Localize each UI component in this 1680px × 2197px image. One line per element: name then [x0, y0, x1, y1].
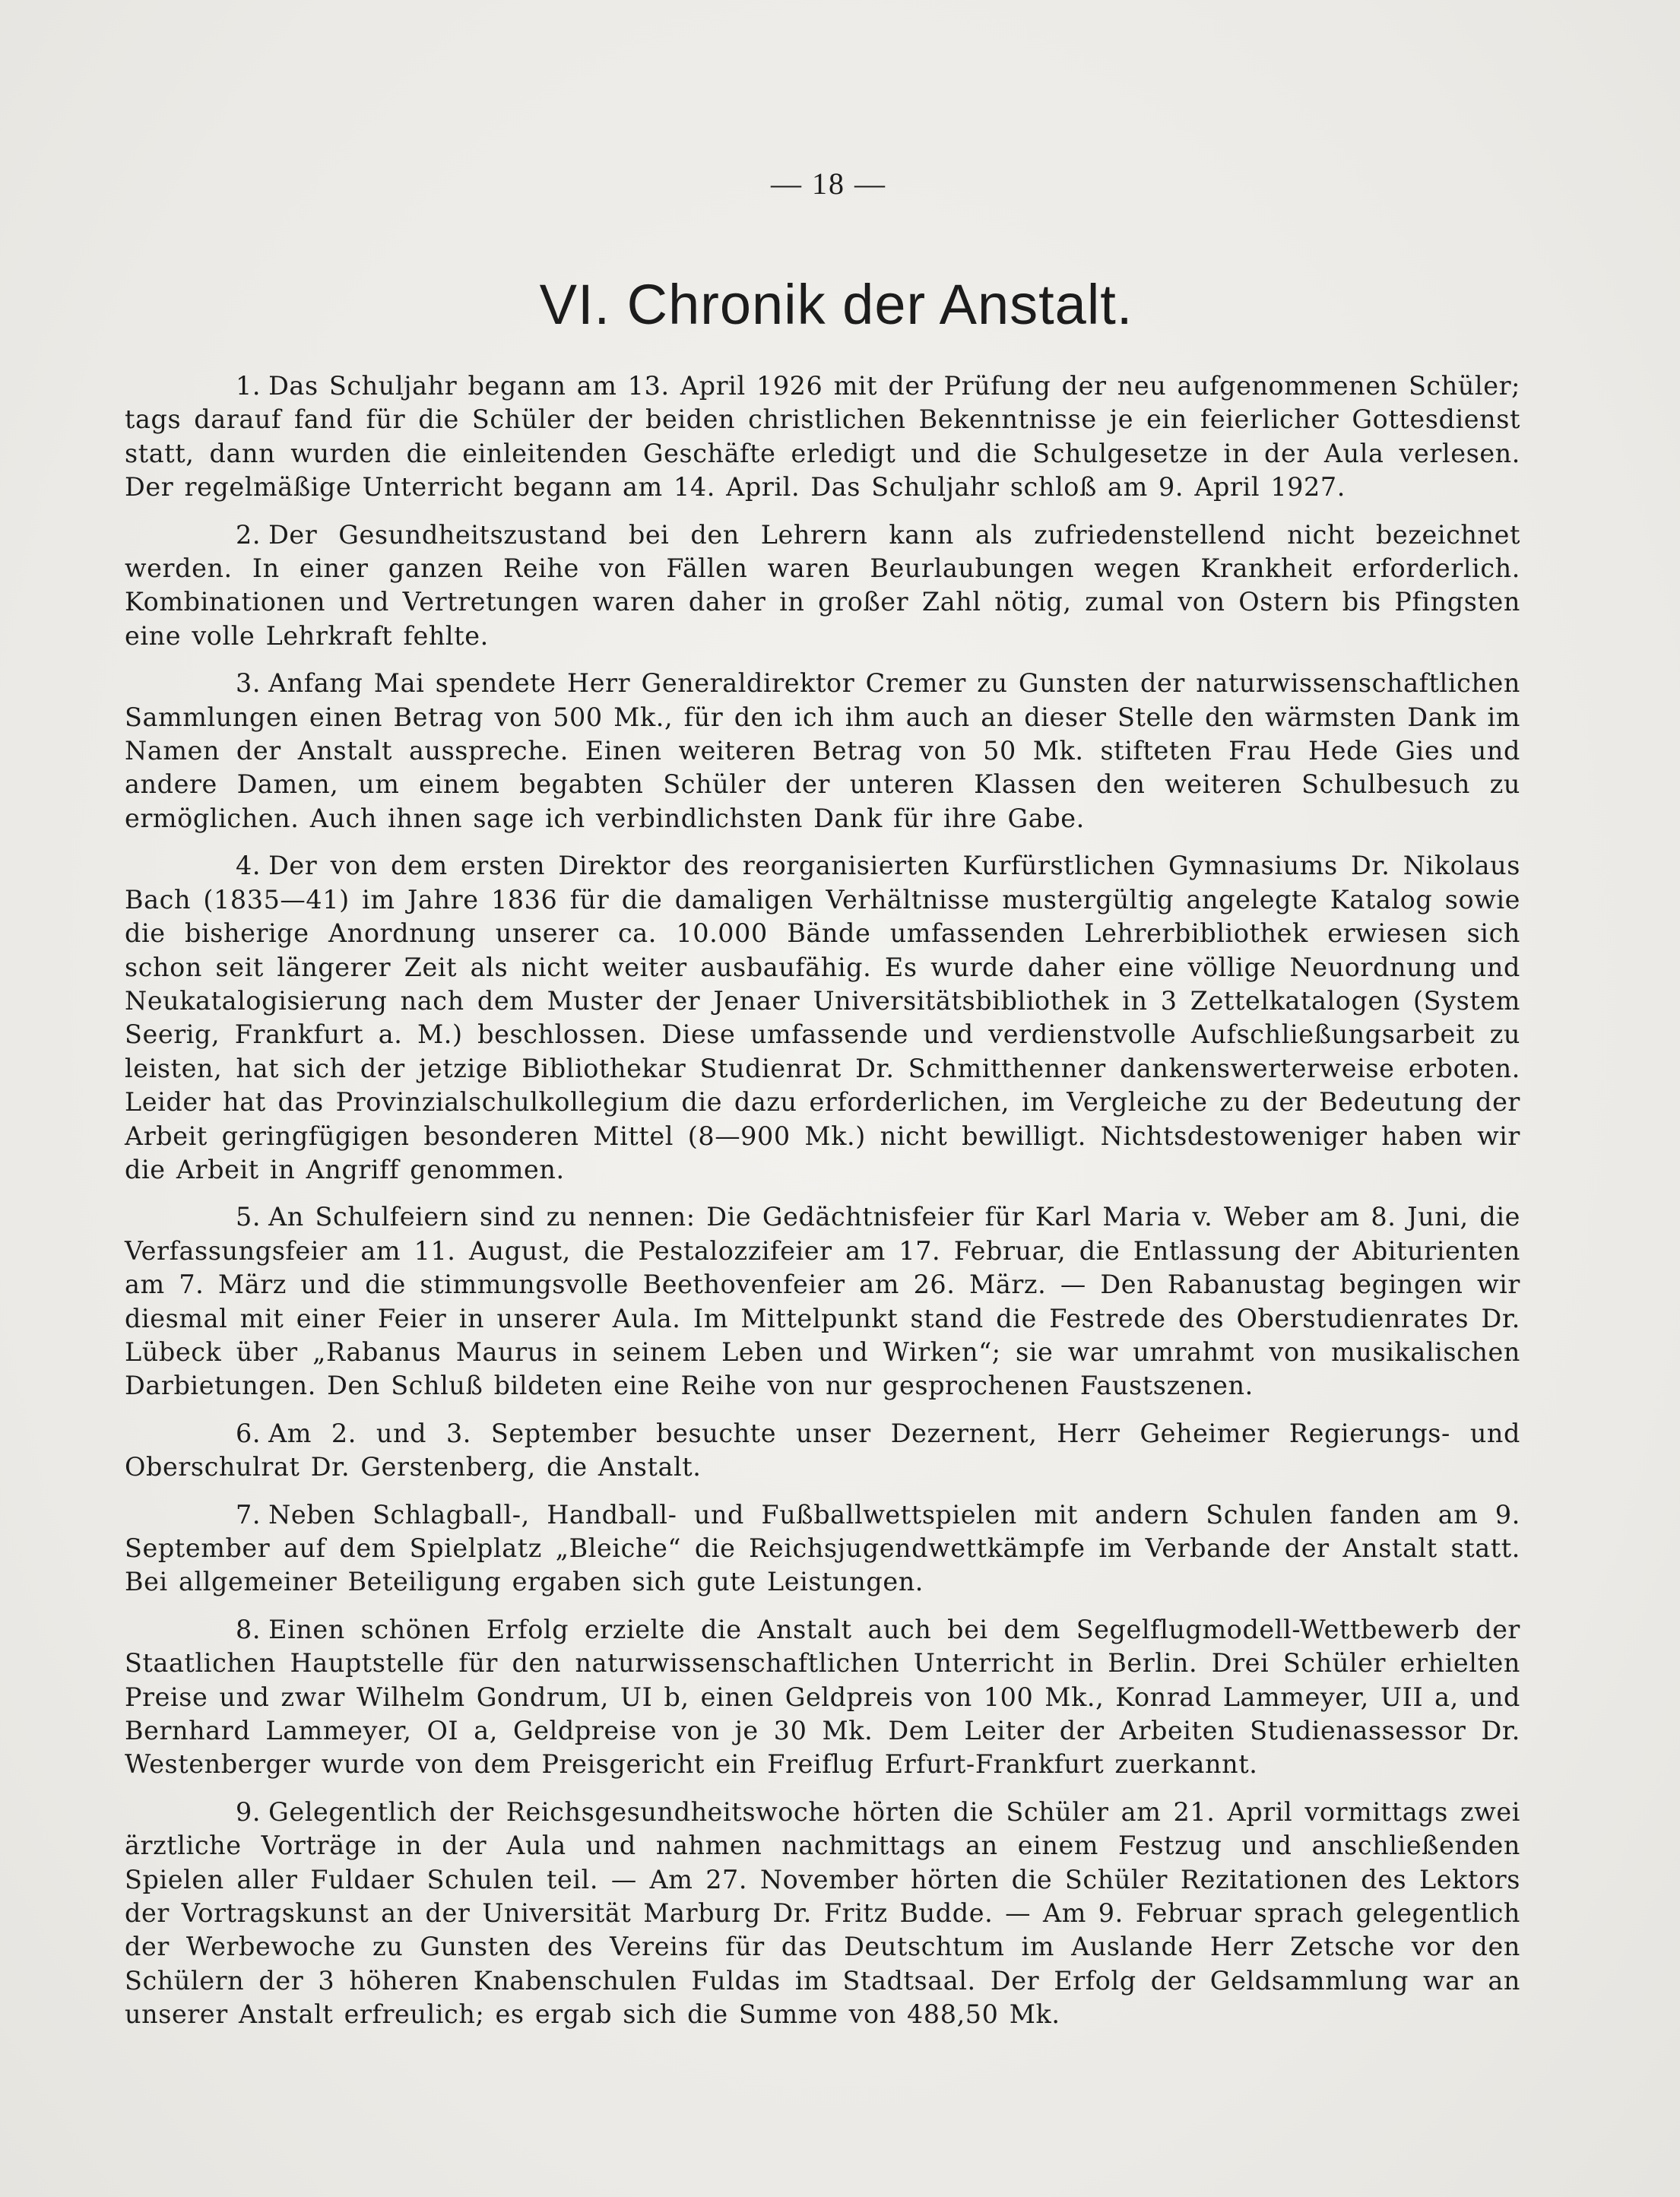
- entry-number: 2.: [236, 519, 262, 550]
- chronicle-entry-9: [125, 1796, 1520, 2032]
- chronicle-entry-2: [125, 518, 1520, 654]
- entry-text: An Schulfeiern sind zu nennen: Die Gedächtnisfeier für Karl Maria v. Weber am 8. Juni, die Verfassungsfeier am 11. August, die Pestalozzifeier am 17. Februar, die Entlassung der Abiturienten am 7. März und die stimmungsvolle Beethovenfeier am 26. März. — Den Rabanustag begingen wir diesmal mit einer Feier in unserer Aula. Im Mittelpunkt stand die Festrede des Oberstudienrates Dr. Lübeck über „Rabanus Maurus in seinem Leben und Wirken“; sie war umrahmt von musikalischen Darbietungen. Den Schluß bildeten eine Reihe von nur gesprochenen Faustszenen.: [125, 1202, 1520, 1401]
- chronicle-entry-1: [125, 369, 1520, 505]
- entry-number: 7.: [236, 1499, 262, 1530]
- entry-number: 8.: [236, 1614, 262, 1644]
- entry-number: 1.: [236, 371, 262, 401]
- chapter-title: VI. Chronik der Anstalt.: [539, 273, 1133, 336]
- entry-number: 5.: [236, 1202, 262, 1232]
- entry-text: Einen schönen Erfolg erzielte die Anstalt auch bei dem Segelflugmodell-Wettbewerb der Staatlichen Hauptstelle für den naturwissenschaftlichen Unterricht in Berlin. Drei Schüler erhielten Preise und zwar Wilhelm Gondrum, UI b, einen Geldpreis von 100 Mk., Konrad Lammeyer, UII a, und Bernhard Lammeyer, OI a, Geldpreise von je 30 Mk. Dem Leiter der Arbeiten Studienassessor Dr. Westenberger wurde von dem Preisgericht ein Freiflug Erfurt-Frankfurt zuerkannt.: [125, 1614, 1520, 1780]
- page-number: — 18 —: [771, 166, 886, 201]
- entry-number: 3.: [236, 668, 262, 699]
- entry-text: Der Gesundheitszustand bei den Lehrern kann als zufriedenstellend nicht bezeichnet werden. In einer ganzen Reihe von Fällen waren Beurlaubungen wegen Krankheit erforderlich. Kombinationen und Vertretungen waren daher in großer Zahl nötig, zumal von Ostern bis Pfingsten eine volle Lehrkraft fehlte.: [125, 519, 1520, 651]
- chronicle-entry-7: [125, 1498, 1520, 1599]
- entry-number: 9.: [236, 1796, 262, 1827]
- entry-text: Anfang Mai spendete Herr Generaldirektor Cremer zu Gunsten der naturwissenschaftlichen Sammlungen einen Betrag von 500 Mk., für den ich ihm auch an dieser Stelle den wärmsten Dank im Namen der Anstalt ausspreche. Einen weiteren Betrag von 50 Mk. stifteten Frau Hede Gies und andere Damen, um einem begabten Schüler der unteren Klassen den weiteren Schulbesuch zu ermöglichen. Auch ihnen sage ich verbindlichsten Dank für ihre Gabe.: [125, 668, 1520, 833]
- entry-text: Am 2. und 3. September besuchte unser Dezernent, Herr Geheimer Regierungs- und Oberschulrat Dr. Gerstenberg, die Anstalt.: [125, 1418, 1520, 1482]
- chronicle-entry-8: [125, 1613, 1520, 1782]
- entry-text: Neben Schlagball-, Handball- und Fußballwettspielen mit andern Schulen fanden am 9. September auf dem Spielplatz „Bleiche“ die Reichsjugendwettkämpfe im Verbande der Anstalt statt. Bei allgemeiner Beteiligung ergaben sich gute Leistungen.: [125, 1499, 1520, 1597]
- chronicle-entry-5: [125, 1200, 1520, 1403]
- chronicle-entry-3: [125, 667, 1520, 835]
- entry-number: 6.: [236, 1418, 262, 1448]
- entry-text: Das Schuljahr begann am 13. April 1926 mit der Prüfung der neu aufgenommenen Schüler; tags darauf fand für die Schüler der beiden christlichen Bekenntnisse je ein feierlicher Gottesdienst statt, dann wurden die einleitenden Geschäfte erledigt und die Schulgesetze in der Aula verlesen. Der regelmäßige Unterricht begann am 14. April. Das Schuljahr schloß am 9. April 1927.: [125, 371, 1520, 502]
- chronicle-entry-4: [125, 849, 1520, 1187]
- entry-text: Gelegentlich der Reichsgesundheitswoche hörten die Schüler am 21. April vormittags zwei ärztliche Vorträge in der Aula und nahmen nachmittags an einem Festzug und anschließenden Spielen aller Fuldaer Schulen teil. — Am 27. November hörten die Schüler Rezitationen des Lektors der Vortragskunst an der Universität Marburg Dr. Fritz Budde. — Am 9. Februar sprach gelegentlich der Werbewoche zu Gunsten des Vereins für das Deutschtum im Auslande Herr Zetsche vor den Schülern der 3 höheren Knabenschulen Fuldas im Stadtsaal. Der Erfolg der Geldsammlung war an unserer Anstalt erfreulich; es ergab sich die Summe von 488,50 Mk.: [125, 1796, 1520, 2030]
- entry-number: 4.: [236, 851, 262, 881]
- chronicle-entries: [125, 369, 1520, 2046]
- chronicle-entry-6: [125, 1417, 1520, 1485]
- entry-text: Der von dem ersten Direktor des reorganisierten Kurfürstlichen Gymnasiums Dr. Nikolaus Bach (1835—41) im Jahre 1836 für die damaligen Verhältnisse mustergültig angelegte Katalog sowie die bisherige Anordnung unserer ca. 10.000 Bände umfassenden Lehrerbibliothek erwiesen sich schon seit längerer Zeit als nicht weiter ausbaufähig. Es wurde daher eine völlige Neuordnung und Neukatalogisierung nach dem Muster der Jenaer Universitätsbibliothek in 3 Zettelkatalogen (System Seerig, Frankfurt a. M.) beschlossen. Diese umfassende und verdienstvolle Aufschließungsarbeit zu leisten, hat sich der jetzige Bibliothekar Studienrat Dr. Schmitthenner dankenswerterweise erboten. Leider hat das Provinzialschulkollegium die dazu erforderlichen, im Vergleiche zu der Bedeutung der Arbeit geringfügigen besonderen Mittel (8—900 Mk.) nicht bewilligt. Nichtsdestoweniger haben wir die Arbeit in Angriff genommen.: [125, 851, 1520, 1184]
